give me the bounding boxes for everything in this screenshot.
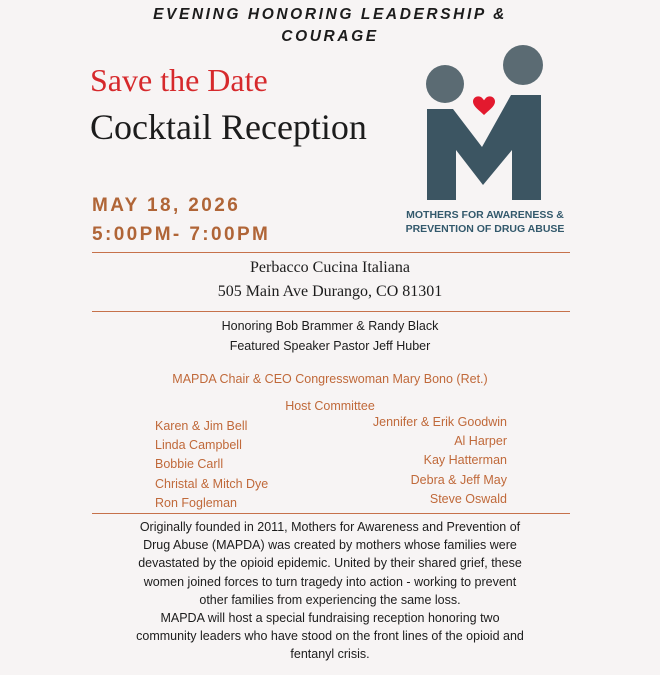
organization-name: [380, 208, 590, 236]
mapda-logo-graphic: [425, 42, 545, 202]
committee-member: Jennifer & Erik Goodwin: [372, 415, 507, 429]
divider-middle: [92, 311, 570, 312]
committee-left-column: [155, 417, 268, 513]
committee-member: Kay Hatterman: [423, 453, 507, 468]
about-line: fentanyl crisis.: [290, 647, 370, 662]
mapda-logo: [425, 42, 545, 202]
committee-member: Debra & Jeff May: [410, 472, 507, 487]
host-committee-heading: Host Committee: [285, 399, 375, 413]
about-line: MAPDA will host a special fundraising reception honoring two: [160, 611, 500, 626]
logo-left-head: [426, 65, 464, 103]
save-the-date-title: Save the Date: [90, 62, 268, 98]
about-line: community leaders who have stood on the front lines of the opioid and: [136, 629, 524, 644]
event-date: MAY 18, 2026: [92, 195, 241, 216]
about-line: Originally founded in 2011, Mothers for Awareness and Prevention of: [139, 520, 521, 534]
committee-member: Christal & Mitch Dye: [155, 476, 269, 491]
honorees-line: Honoring Bob Brammer & Randy Black: [221, 319, 439, 333]
logo-right-head: [503, 45, 543, 85]
about-line: other families from experiencing the same loss.: [199, 592, 461, 607]
committee-right-column: [373, 413, 507, 509]
event-headline: [0, 4, 660, 48]
about-line: Drug Abuse (MAPDA) was created by mothers whose families were: [143, 538, 517, 553]
headline-line-1: EVENING HONORING LEADERSHIP &: [153, 6, 507, 23]
headline-line-2: COURAGE: [281, 28, 379, 45]
committee-member: Ron Fogleman: [155, 495, 237, 510]
divider-bottom: [92, 513, 570, 514]
venue-name: Perbacco Cucina Italiana: [250, 259, 410, 276]
committee-member: Linda Campbell: [155, 438, 242, 453]
about-line: women joined forces to turn tragedy into action - working to prevent: [143, 574, 517, 589]
event-title: Cocktail Reception: [90, 107, 367, 147]
organization-name-line-2: PREVENTION OF DRUG ABUSE: [405, 223, 565, 235]
committee-member: Karen & Jim Bell: [155, 419, 248, 433]
about-paragraph: [95, 518, 565, 664]
venue-address: 505 Main Ave Durango, CO 81301: [217, 283, 443, 300]
featured-speaker-line: Featured Speaker Pastor Jeff Huber: [229, 339, 431, 353]
about-line: devastated by the opioid epidemic. United by their shared grief, these: [138, 556, 522, 571]
committee-member: Al Harper: [454, 434, 507, 449]
heart-icon: [473, 96, 495, 115]
event-time: 5:00PM- 7:00PM: [92, 224, 271, 245]
divider-top: [92, 252, 570, 253]
organization-name-line-1: MOTHERS FOR AWARENESS &: [406, 209, 564, 221]
committee-member: Steve Oswald: [429, 491, 507, 506]
committee-member: Bobbie Carll: [155, 457, 224, 472]
chair-line: MAPDA Chair & CEO Congresswoman Mary Bono (Ret.): [172, 372, 488, 386]
